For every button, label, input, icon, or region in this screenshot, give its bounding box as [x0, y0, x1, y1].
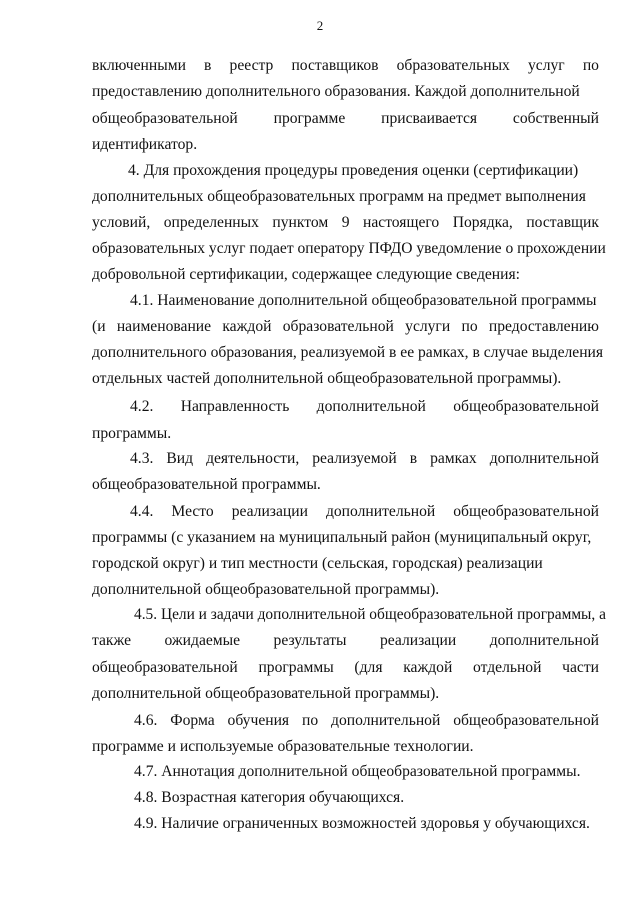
text-line: отдельных частей дополнительной общеобразовательной программы).: [92, 370, 562, 387]
word: поставщик: [526, 214, 599, 231]
word: дополнительной: [325, 503, 436, 520]
word: общеобразовательной: [453, 398, 599, 415]
text-line: дополнительной общеобразовательной программы).: [92, 685, 440, 702]
text-line: [130, 449, 599, 469]
word: дополнительной: [331, 712, 441, 729]
word: программы: [258, 659, 334, 676]
word: общеобразовательной: [453, 503, 599, 520]
word: общеобразовательной: [92, 659, 238, 676]
word: реестр: [229, 57, 274, 74]
text-line: дополнительного образования, реализуемой в ее рамках, в случае выделения: [92, 344, 604, 361]
word: дополнительной: [316, 398, 426, 415]
word: Вид: [166, 450, 194, 467]
word: 4.3.: [130, 450, 154, 467]
text-line: программы (с указанием на муниципальный район (муниципальный округ,: [92, 529, 592, 546]
text-line: 4.1. Наименование дополнительной общеобразовательной программы: [130, 292, 597, 309]
word: Место: [171, 503, 214, 520]
word: результаты: [273, 632, 347, 649]
word: общеобразовательной: [92, 110, 238, 127]
word: настоящего: [363, 214, 440, 231]
word: (и: [92, 318, 106, 335]
text-line: [92, 109, 599, 129]
word: Форма: [170, 712, 215, 729]
word: 4.4.: [130, 503, 154, 520]
word: собственный: [512, 110, 599, 127]
word: предоставлению: [488, 318, 599, 335]
text-line: 4. Для прохождения процедуры проведения оценки (сертификации): [128, 162, 579, 179]
text-line: [92, 317, 599, 337]
text-line: программы.: [92, 425, 172, 442]
word: деятельности,: [206, 450, 300, 467]
text-line: программе и используемые образовательные технологии.: [92, 738, 474, 755]
text-line: [130, 502, 599, 522]
word: реализации: [380, 632, 457, 649]
word: пунктом: [272, 214, 329, 231]
text-line: предоставлению дополнительного образования. Каждой дополнительной: [92, 83, 580, 100]
word: рамках: [430, 450, 477, 467]
text-line: добровольной сертификации, содержащее следующие сведения:: [92, 266, 521, 283]
text-line: [134, 711, 599, 731]
word: Направленность: [180, 398, 290, 415]
word: каждой: [403, 659, 453, 676]
word: ожидаемые: [164, 632, 241, 649]
text-line: дополнительной общеобразовательной программы).: [92, 581, 440, 598]
text-line: [92, 56, 599, 76]
word: в: [409, 450, 418, 467]
word: каждой: [222, 318, 272, 335]
word: услуг: [527, 57, 565, 74]
word: реализуемой: [312, 450, 397, 467]
text-line: 4.5. Цели и задачи дополнительной общеобразовательной программы, а: [134, 606, 606, 623]
word: 9: [341, 214, 350, 231]
text-line: общеобразовательной программы.: [92, 476, 321, 493]
word: также: [92, 632, 131, 649]
word: 4.2.: [130, 398, 154, 415]
text-line: 4.8. Возрастная категория обучающихся.: [134, 789, 405, 806]
word: образовательных: [396, 57, 510, 74]
word: дополнительной: [489, 632, 599, 649]
text-line: [130, 397, 599, 417]
word: присваивается: [381, 110, 478, 127]
word: (для: [354, 659, 383, 676]
word: программе: [273, 110, 346, 127]
text-line: городской округ) и тип местности (сельская, городская) реализации: [92, 555, 543, 572]
text-line: 4.7. Аннотация дополнительной общеобразовательной программы.: [134, 763, 581, 780]
word: по: [461, 318, 478, 335]
page-number: 2: [316, 18, 324, 33]
text-line: [92, 631, 599, 651]
word: части: [562, 659, 599, 676]
word: дополнительной: [489, 450, 599, 467]
word: определенных: [163, 214, 259, 231]
word: по: [582, 57, 599, 74]
word: реализации: [231, 503, 308, 520]
word: наименование: [116, 318, 212, 335]
word: по: [302, 712, 319, 729]
text-line: [92, 658, 599, 678]
word: образовательной: [282, 318, 394, 335]
word: поставщиков: [291, 57, 379, 74]
text-line: 4.9. Наличие ограниченных возможностей здоровья у обучающихся.: [134, 815, 590, 832]
word: 4.6.: [134, 712, 158, 729]
word: включенными: [92, 57, 186, 74]
word: услуги: [405, 318, 451, 335]
word: Порядка,: [452, 214, 513, 231]
text-line: образовательных услуг подает оператору ПФДО уведомление о прохождении: [92, 240, 606, 257]
word: обучения: [227, 712, 290, 729]
text-line: [92, 213, 599, 233]
word: общеобразовательной: [453, 712, 599, 729]
word: условий,: [92, 214, 151, 231]
text-line: дополнительных общеобразовательных программ на предмет выполнения: [92, 188, 586, 205]
text-line: идентификатор.: [92, 136, 198, 153]
word: в: [204, 57, 212, 74]
word: отдельной: [473, 659, 542, 676]
